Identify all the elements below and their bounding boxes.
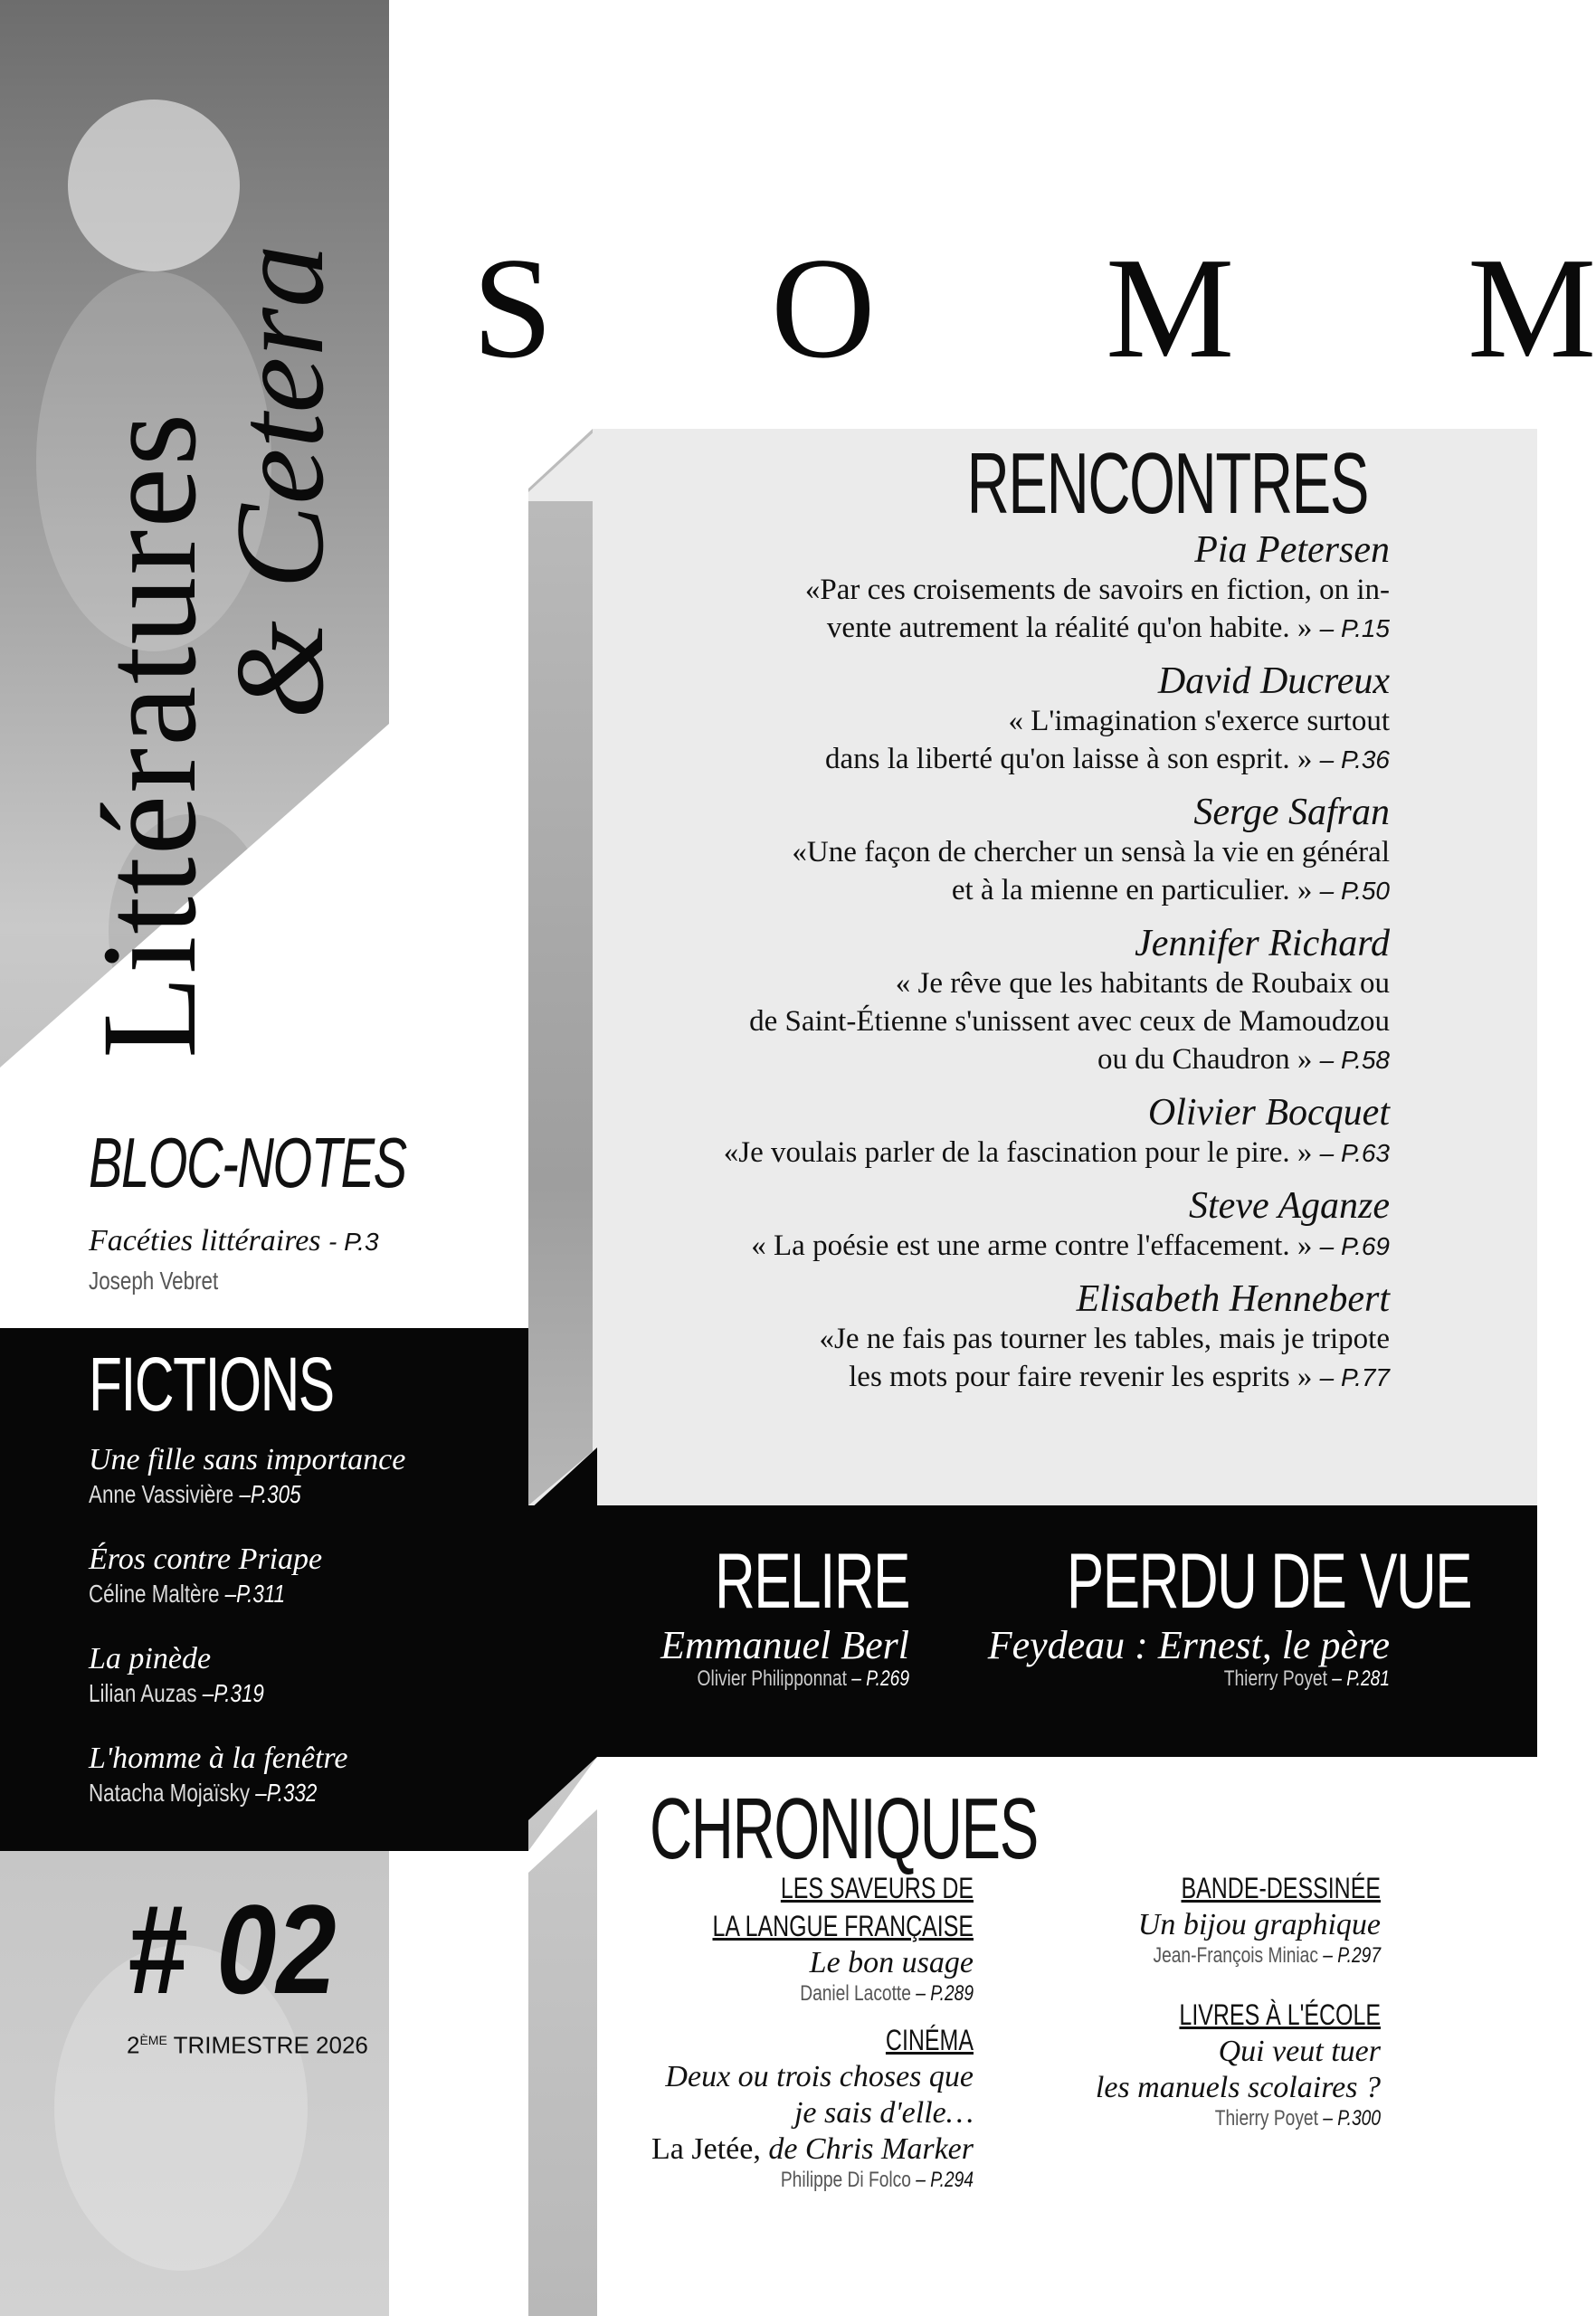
page-number: –P.332: [255, 1779, 318, 1807]
chronique-author: Daniel Lacotte: [800, 1981, 911, 2006]
relire-title: Emmanuel Berl: [660, 1623, 909, 1667]
rencontre-quote: «Par ces croisements de savoirs en fiction, on in-: [804, 574, 1390, 606]
rencontres-list: [633, 529, 1390, 1410]
page-number: – P.289: [916, 1981, 974, 2006]
fiction-title: Éros contre Priape: [89, 1542, 323, 1576]
rencontre-quote-line: [633, 609, 1390, 648]
relire-heading: RELIRE: [714, 1538, 909, 1625]
chroniques-heading: CHRONIQUES: [650, 1780, 1038, 1877]
rencontre-quote: ou du Chaudron »: [1097, 1043, 1320, 1076]
rencontre-item[interactable]: [633, 923, 1390, 1079]
rencontre-name: Serge Safran: [1193, 792, 1390, 833]
rencontre-quote-line: [633, 740, 1390, 779]
page-number: – P.281: [1332, 1666, 1390, 1691]
relire-author: Olivier Philipponnat: [697, 1666, 847, 1691]
perdu-title: Feydeau : Ernest, le père: [987, 1623, 1390, 1667]
logo-circle: [68, 100, 240, 271]
rencontre-name: Steve Aganze: [1189, 1185, 1390, 1227]
page-number: – P.294: [916, 2168, 974, 2192]
fiction-author-line: [89, 1677, 436, 1710]
fiction-item[interactable]: [89, 1442, 523, 1542]
page-number: – P.269: [851, 1666, 909, 1691]
rencontre-quote-line: [633, 871, 1390, 910]
page-number: –P.319: [202, 1679, 264, 1707]
rencontre-name: Jennifer Richard: [1135, 923, 1390, 964]
fiction-author-line: [89, 1777, 436, 1809]
fiction-author-line: [89, 1578, 436, 1610]
rencontre-name: David Ducreux: [1157, 660, 1390, 702]
chronique-title: Le bon usage: [809, 1946, 974, 1979]
relire-author-line: [645, 1666, 909, 1692]
relire-corner: [528, 1448, 597, 1511]
chronique-title: je sais d'elle…: [793, 2096, 974, 2130]
bloc-notes-title: Facéties littéraires: [89, 1224, 321, 1258]
logo-litteratures: Littératures: [74, 411, 224, 1058]
bloc-notes-heading: BLOC-NOTES: [89, 1123, 406, 1202]
rencontre-name: Olivier Bocquet: [1147, 1092, 1390, 1134]
rencontre-item[interactable]: [633, 1092, 1390, 1172]
chronique-rubric: LIVRES À L'ÉCOLE: [1179, 1998, 1381, 2031]
relire-corner-bottom: [528, 1757, 597, 1829]
rencontre-name: Elisabeth Hennebert: [1076, 1278, 1390, 1320]
page-number: - P.3: [328, 1228, 379, 1256]
chronique-item[interactable]: [995, 1869, 1381, 1969]
rencontre-quote: vente autrement la réalité qu'on habite. »: [826, 612, 1320, 644]
fiction-author: Céline Maltère: [89, 1580, 220, 1608]
chronique-author: Philippe Di Folco: [780, 2168, 911, 2192]
rencontre-quote: de Saint-Étienne s'unissent avec ceux de Mamoudzou: [749, 1005, 1390, 1038]
chronique-subtitle: [597, 2131, 974, 2168]
issue-period-text: TRIMESTRE 2026: [173, 2031, 368, 2059]
chronique-title: les manuels scolaires ?: [1095, 2071, 1381, 2104]
fiction-item[interactable]: [89, 1542, 523, 1641]
page-number: – P.300: [1323, 2106, 1381, 2131]
title-letter: O: [771, 227, 876, 388]
title-letter: M: [1468, 227, 1596, 388]
rencontre-quote: «Je ne fais pas tourner les tables, mais je tripote: [819, 1323, 1390, 1355]
chronique-item[interactable]: [597, 2021, 974, 2193]
fiction-author: Lilian Auzas: [89, 1679, 197, 1707]
title-letter: M: [1106, 227, 1235, 388]
film-title: La Jetée,: [651, 2132, 761, 2166]
rencontre-quote-line: [633, 1358, 1390, 1397]
fiction-title: La pinède: [89, 1642, 212, 1675]
perdu-section[interactable]: [941, 1538, 1472, 1692]
page-number: –P.311: [224, 1580, 286, 1608]
page-number: – P.77: [1319, 1363, 1390, 1391]
page-number: – P.63: [1319, 1139, 1390, 1167]
issue-sup: ÈME: [139, 2033, 167, 2047]
issue-number: # 02: [127, 1878, 337, 2020]
film-director: de Chris Marker: [760, 2132, 974, 2166]
rencontre-quote: les mots pour faire revenir les esprits »: [849, 1361, 1320, 1393]
page-title: [472, 227, 1596, 388]
chronique-author: Thierry Poyet: [1214, 2106, 1318, 2131]
rencontre-name: Pia Petersen: [1194, 529, 1390, 571]
page-number: – P.69: [1319, 1232, 1390, 1260]
fiction-item[interactable]: [89, 1741, 523, 1840]
chronique-author-line: [672, 2168, 974, 2193]
chronique-title: Deux ou trois choses que: [665, 2060, 974, 2093]
perdu-author: Thierry Poyet: [1223, 1666, 1327, 1691]
page-number: – P.297: [1323, 1943, 1381, 1968]
chronique-author-line: [1072, 2106, 1381, 2131]
issue-prefix: 2: [127, 2031, 140, 2059]
fiction-author: Natacha Mojaïsky: [89, 1779, 251, 1807]
rencontre-quote: « La poésie est une arme contre l'effacement. »: [751, 1229, 1320, 1262]
chronique-item[interactable]: [597, 1869, 974, 2007]
chronique-author: Jean-François Miniac: [1153, 1943, 1318, 1968]
chronique-rubric: CINÉMA: [885, 2024, 974, 2056]
rencontre-quote: «Une façon de chercher un sensà la vie en général: [792, 836, 1390, 868]
page-number: – P.15: [1319, 614, 1390, 642]
rencontre-quote-line: [633, 1040, 1390, 1079]
rencontre-quote: « L'imagination s'exerce surtout: [1008, 705, 1390, 737]
logo-et-cetera: & Cetera: [210, 244, 350, 719]
perdu-author-line: [1031, 1666, 1390, 1692]
fiction-item[interactable]: [89, 1641, 523, 1741]
chronique-title: Qui veut tuer: [1218, 2035, 1381, 2068]
page-number: – P.50: [1319, 877, 1390, 905]
relire-section[interactable]: [579, 1538, 909, 1692]
chroniques-left: [597, 1869, 974, 2193]
chronique-rubric: LA LANGUE FRANÇAISE: [712, 1910, 974, 1942]
fiction-author-line: [89, 1478, 436, 1511]
chronique-item[interactable]: [995, 1996, 1381, 2131]
rencontres-heading: RENCONTRES: [966, 435, 1368, 532]
fiction-title: Une fille sans importance: [89, 1443, 406, 1476]
fiction-author: Anne Vassivière: [89, 1480, 234, 1508]
chronique-author-line: [1072, 1943, 1381, 1969]
rencontre-item[interactable]: [633, 792, 1390, 910]
rencontre-item[interactable]: [633, 1185, 1390, 1266]
rencontre-quote: et à la mienne en particulier. »: [951, 874, 1320, 906]
fiction-list: [89, 1442, 523, 1840]
rencontre-quote: «Je voulais parler de la fascination pour le pire. »: [723, 1136, 1320, 1169]
rencontre-quote-line: [633, 1227, 1390, 1266]
chroniques-right: [995, 1869, 1381, 2131]
bloc-notes-item-title: [89, 1223, 379, 1260]
chronique-rubric: BANDE-DESSINÉE: [1181, 1872, 1381, 1904]
rencontre-quote-line: [633, 1134, 1390, 1172]
title-letter: S: [472, 227, 553, 388]
rencontre-item[interactable]: [633, 1278, 1390, 1397]
page-number: –P.305: [239, 1480, 301, 1508]
bloc-notes-author: Joseph Vebret: [89, 1267, 219, 1295]
page-number: – P.36: [1319, 745, 1390, 774]
chronique-title: Un bijou graphique: [1137, 1908, 1381, 1941]
issue-period: [127, 2026, 368, 2059]
chronique-author-line: [672, 1981, 974, 2007]
perdu-heading: PERDU DE VUE: [1066, 1538, 1472, 1625]
chronique-rubric: LES SAVEURS DE: [780, 1872, 974, 1904]
rencontre-item[interactable]: [633, 660, 1390, 779]
fiction-title: L'homme à la fenêtre: [89, 1742, 348, 1775]
rencontre-quote: « Je rêve que les habitants de Roubaix ou: [895, 967, 1390, 1000]
rencontre-item[interactable]: [633, 529, 1390, 648]
fictions-heading: FICTIONS: [89, 1342, 334, 1427]
rencontre-quote: dans la liberté qu'on laisse à son esprit. »: [824, 743, 1320, 775]
page-number: – P.58: [1319, 1046, 1390, 1074]
panel-corner: [528, 429, 597, 501]
